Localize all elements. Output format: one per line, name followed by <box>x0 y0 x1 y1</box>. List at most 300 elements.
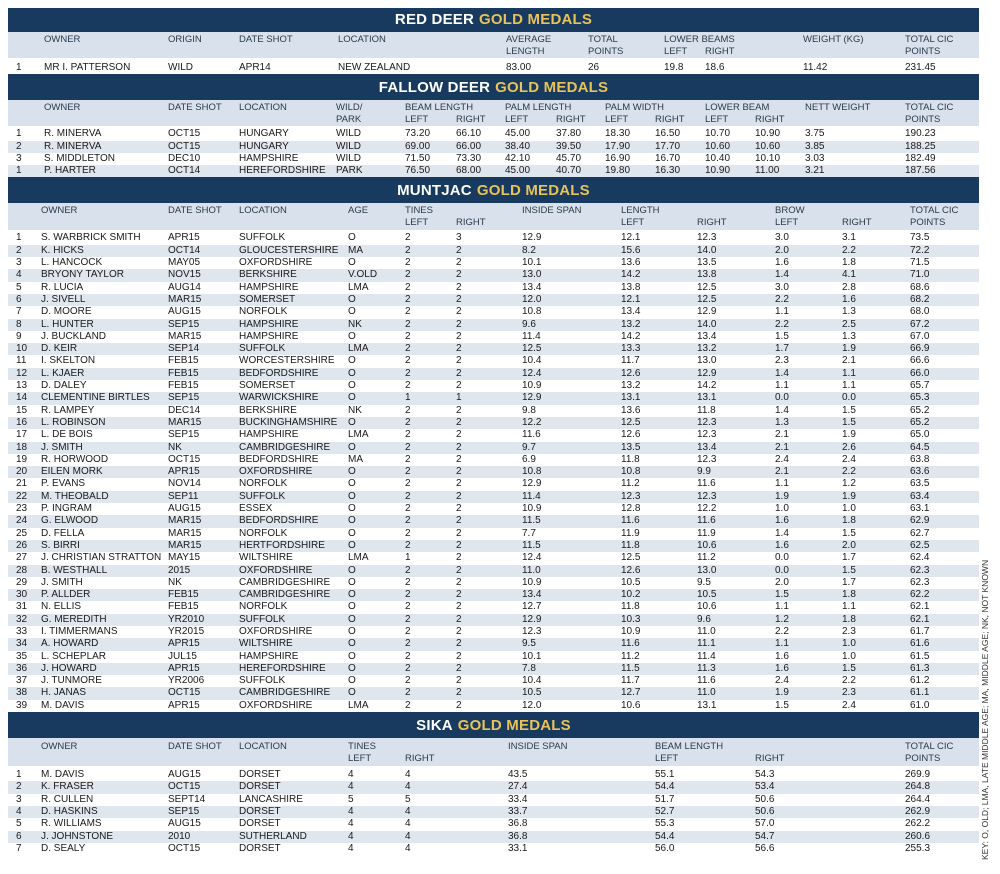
table-cell: D. MOORE <box>41 306 92 318</box>
column-header: TOTAL CIC <box>905 102 954 114</box>
table-row <box>8 831 979 843</box>
table-cell: 11.6 <box>522 429 541 441</box>
table-cell: 15 <box>16 404 28 416</box>
table-cell: 2 <box>456 429 462 441</box>
table-row <box>8 392 979 404</box>
table-cell: R. MINERVA <box>44 128 102 140</box>
table-row <box>8 269 979 281</box>
table-cell: HEREFORDSHIRE <box>239 662 326 674</box>
table-cell: MAR15 <box>168 416 202 428</box>
table-cell: SEP15 <box>168 392 200 404</box>
table-cell: FEB15 <box>168 367 199 379</box>
table-cell: O <box>348 687 356 699</box>
table-cell: 7.7 <box>522 527 536 539</box>
table-cell: K. HICKS <box>41 244 84 256</box>
table-cell: 2.2 <box>775 293 789 305</box>
table-cell: 13.0 <box>697 564 717 576</box>
table-cell: 1.7 <box>842 576 856 588</box>
table-cell: 45.00 <box>505 128 531 140</box>
table-cell: 63.8 <box>910 453 930 465</box>
table-cell: S. MIDDLETON <box>44 152 115 164</box>
table-cell: 1.6 <box>775 650 789 662</box>
table-row <box>8 478 979 490</box>
table-cell: 2.3 <box>775 355 789 367</box>
table-cell: 65.0 <box>910 429 930 441</box>
table-cell: OCT15 <box>168 140 201 152</box>
table-cell: 1 <box>16 128 22 140</box>
table-cell: 2 <box>456 625 462 637</box>
table-cell: 2 <box>456 343 462 355</box>
table-cell: 10.1 <box>522 257 542 269</box>
section-title: SIKA <box>416 717 453 735</box>
table-cell: OCT15 <box>168 128 201 140</box>
table-cell: 2 <box>456 478 462 490</box>
table-cell: OXFORDSHIRE <box>239 625 313 637</box>
table-cell: 76.50 <box>405 165 431 177</box>
table-cell: 2 <box>456 564 462 576</box>
table-cell: HAMPSHIRE <box>239 330 299 342</box>
table-cell: 12.9 <box>522 232 542 244</box>
table-cell: 68.2 <box>910 293 930 305</box>
column-header: POINTS <box>910 217 946 229</box>
table-cell: 71.0 <box>910 269 930 281</box>
table-cell: 33.1 <box>508 842 528 854</box>
table-cell: SOMERSET <box>239 293 296 305</box>
column-header: BEAM LENGTH <box>405 102 474 114</box>
table-cell: 61.3 <box>910 662 930 674</box>
table-cell: 1.3 <box>775 416 789 428</box>
table-cell: 1.8 <box>842 589 856 601</box>
column-header: RIGHT <box>755 753 785 765</box>
table-cell: 2 <box>405 441 411 453</box>
table-cell: 10.5 <box>522 687 542 699</box>
table-cell: 2 <box>16 781 22 793</box>
table-row <box>8 319 979 331</box>
table-cell: 1.1 <box>775 601 789 613</box>
table-cell: 13.4 <box>697 330 717 342</box>
table-cell: 12.1 <box>621 232 641 244</box>
table-cell: 9.6 <box>697 613 711 625</box>
table-cell: M. DAVIS <box>41 699 85 711</box>
table-cell: NK <box>348 318 362 330</box>
table-cell: 11.0 <box>697 687 716 699</box>
table-cell: 11.7 <box>621 355 640 367</box>
table-cell: 16.90 <box>605 152 631 164</box>
table-cell: 14.0 <box>697 318 717 330</box>
column-header: RIGHT <box>405 753 435 765</box>
table-cell: 12.2 <box>522 416 542 428</box>
table-cell: 1.5 <box>775 589 789 601</box>
table-cell: 12.9 <box>697 367 717 379</box>
table-cell: CAMBRIDGESHIRE <box>239 441 331 453</box>
table-row <box>8 165 979 177</box>
table-row <box>8 466 979 478</box>
table-cell: 14.2 <box>697 380 717 392</box>
column-header: RIGHT <box>556 114 586 126</box>
table-cell: R. CULLEN <box>41 793 94 805</box>
table-cell: 4 <box>405 781 411 793</box>
table-cell: M. DAVIS <box>41 769 85 781</box>
table-cell: 2 <box>405 613 411 625</box>
table-cell: 2 <box>456 490 462 502</box>
table-cell: 2 <box>456 441 462 453</box>
table-cell: 2 <box>456 355 462 367</box>
table-cell: SOMERSET <box>239 380 296 392</box>
table-cell: 11.0 <box>522 564 541 576</box>
table-row <box>8 257 979 269</box>
table-cell: O <box>348 503 356 515</box>
column-header: LEFT <box>405 114 429 126</box>
table-cell: 6 <box>16 830 22 842</box>
table-cell: 62.2 <box>910 589 930 601</box>
table-cell: 1.5 <box>842 404 856 416</box>
table-cell: 11.2 <box>621 478 640 490</box>
table-cell: 14 <box>16 392 28 404</box>
key-note: KEY: O, OLD; LMA, LATE MIDDLE AGE; MA, MIDDLE AGE; NK, NOT KNOWN <box>980 559 990 860</box>
table-cell: AUG15 <box>168 769 201 781</box>
table-cell: J. HOWARD <box>41 662 97 674</box>
table-cell: L. KJAER <box>41 367 85 379</box>
table-cell: L. DE BOIS <box>41 429 93 441</box>
table-cell: 13.6 <box>621 257 641 269</box>
table-cell: 12 <box>16 367 28 379</box>
table-cell: 13.1 <box>621 392 641 404</box>
table-cell: 15.6 <box>621 244 641 256</box>
table-row <box>8 491 979 503</box>
table-cell: B. WESTHALL <box>41 564 108 576</box>
table-cell: SEP15 <box>168 805 200 817</box>
table-cell: G. MEREDITH <box>41 613 107 625</box>
table-cell: 7.8 <box>522 662 536 674</box>
table-cell: 2 <box>16 244 22 256</box>
red-deer-title <box>8 8 979 32</box>
table-cell: 12.5 <box>522 343 542 355</box>
table-cell: 1.3 <box>842 306 856 318</box>
table-cell: 12.1 <box>621 293 641 305</box>
table-cell: S. BIRRI <box>41 539 80 551</box>
table-cell: 13.1 <box>697 392 717 404</box>
table-cell: 2 <box>405 343 411 355</box>
table-row <box>8 540 979 552</box>
column-header: LOWER BEAM <box>705 102 770 114</box>
table-cell: 1.8 <box>842 613 856 625</box>
table-cell: 3 <box>16 257 22 269</box>
column-header: ORIGIN <box>168 34 202 45</box>
table-cell: O <box>348 441 356 453</box>
table-cell: O <box>348 478 356 490</box>
section-title: FALLOW DEER <box>378 79 491 97</box>
column-header: LOWER BEAMS <box>664 34 735 45</box>
table-cell: GLOUCESTERSHIRE <box>239 244 339 256</box>
table-cell: O <box>348 675 356 687</box>
table-cell: 4 <box>348 842 354 854</box>
table-cell: HUNGARY <box>239 140 289 152</box>
table-cell: 2.2 <box>842 244 856 256</box>
table-cell: 3.85 <box>805 140 825 152</box>
table-cell: 13.2 <box>621 380 641 392</box>
table-cell: WILD <box>336 152 361 164</box>
table-cell: 68.0 <box>910 306 930 318</box>
column-header: LEFT <box>505 114 529 126</box>
sika-title <box>8 714 979 738</box>
table-cell: FEB15 <box>168 355 199 367</box>
table-cell: 10.40 <box>705 152 731 164</box>
table-cell: L. HANCOCK <box>41 257 103 269</box>
table-cell: 1.4 <box>775 367 789 379</box>
muntjac-column-headers <box>8 203 979 230</box>
table-cell: OCT15 <box>168 453 201 465</box>
table-cell: 1.5 <box>842 527 856 539</box>
table-cell: 2 <box>405 601 411 613</box>
table-cell: 2 <box>405 244 411 256</box>
table-cell: APR15 <box>168 662 200 674</box>
table-cell: 19.80 <box>605 165 631 177</box>
table-cell: O <box>348 515 356 527</box>
table-cell: N. ELLIS <box>41 601 82 613</box>
table-cell: 8 <box>16 318 22 330</box>
table-cell: 68.00 <box>456 165 482 177</box>
table-cell: 1.5 <box>842 662 856 674</box>
red-deer-section <box>8 8 979 76</box>
section-title-gold: GOLD MEDALS <box>495 79 609 97</box>
column-header: RIGHT <box>456 114 486 126</box>
table-cell: 17.70 <box>655 140 681 152</box>
table-cell: 11.0 <box>697 625 716 637</box>
table-cell: APR15 <box>168 638 200 650</box>
table-cell: 10.60 <box>755 140 781 152</box>
table-cell: 14.2 <box>621 269 641 281</box>
table-cell: 1.9 <box>842 429 856 441</box>
table-cell: D. DALEY <box>41 380 87 392</box>
table-cell: O <box>348 650 356 662</box>
table-cell: 2015 <box>168 564 191 576</box>
table-cell: D. HASKINS <box>41 805 98 817</box>
table-cell: 33 <box>16 625 28 637</box>
table-cell: 1.1 <box>842 380 856 392</box>
table-cell: 13.2 <box>697 343 717 355</box>
table-cell: 11.6 <box>697 515 716 527</box>
table-cell: 2 <box>405 380 411 392</box>
table-cell: 66.6 <box>910 355 930 367</box>
table-cell: 2 <box>456 503 462 515</box>
table-cell: NORFOLK <box>239 601 288 613</box>
table-cell: H. JANAS <box>41 687 87 699</box>
table-cell: 1.1 <box>775 638 789 650</box>
table-cell: 43.5 <box>508 769 528 781</box>
table-cell: 31 <box>16 601 28 613</box>
table-cell: 11.6 <box>697 478 716 490</box>
table-cell: 264.4 <box>905 793 931 805</box>
table-cell: JUL15 <box>168 650 197 662</box>
table-cell: 2 <box>405 478 411 490</box>
muntjac-title <box>8 179 979 203</box>
table-cell: 12.5 <box>697 281 717 293</box>
table-cell: P. ALLDER <box>41 589 91 601</box>
table-cell: 13.4 <box>697 441 717 453</box>
table-cell: SUFFOLK <box>239 675 286 687</box>
table-cell: 13.0 <box>522 269 542 281</box>
table-cell: 12.4 <box>522 367 542 379</box>
table-cell: 61.6 <box>910 638 930 650</box>
column-header: POINTS <box>905 753 941 765</box>
table-cell: 1.8 <box>842 257 856 269</box>
table-cell: 2 <box>405 687 411 699</box>
table-cell: 2 <box>456 601 462 613</box>
table-cell: YR2015 <box>168 625 205 637</box>
table-cell: 2.5 <box>842 318 856 330</box>
table-cell: 2 <box>456 699 462 711</box>
table-cell: DORSET <box>239 818 281 830</box>
table-cell: LANCASHIRE <box>239 793 303 805</box>
table-cell: 2.3 <box>842 625 856 637</box>
table-cell: 12.3 <box>621 490 641 502</box>
table-cell: 2.4 <box>842 453 856 465</box>
section-title-gold: GOLD MEDALS <box>476 182 590 200</box>
table-cell: 2 <box>456 404 462 416</box>
sika-section <box>8 714 979 855</box>
table-cell: 260.6 <box>905 830 931 842</box>
table-cell: BUCKINGHAMSHIRE <box>239 416 338 428</box>
table-cell: 2.2 <box>775 318 789 330</box>
table-cell: J. TUNMORE <box>41 675 102 687</box>
column-header: POINTS <box>588 46 624 57</box>
table-cell: 36.8 <box>508 830 528 842</box>
table-cell: J. SIVELL <box>41 293 86 305</box>
table-cell: 65.7 <box>910 380 930 392</box>
table-cell: 2 <box>456 662 462 674</box>
table-cell: O <box>348 601 356 613</box>
table-cell: 2 <box>456 244 462 256</box>
table-cell: O <box>348 539 356 551</box>
table-cell: J. BUCKLAND <box>41 330 107 342</box>
table-cell: 63.4 <box>910 490 930 502</box>
table-cell: 2 <box>456 576 462 588</box>
table-cell: O <box>348 257 356 269</box>
table-cell: 26 <box>588 62 600 73</box>
table-row <box>8 769 979 781</box>
table-cell: R. HORWOOD <box>41 453 109 465</box>
table-cell: 63.1 <box>910 503 930 515</box>
column-header: RIGHT <box>655 114 685 126</box>
table-cell: 0.0 <box>775 392 789 404</box>
table-cell: CAMBRIDGESHIRE <box>239 576 331 588</box>
table-cell: LMA <box>348 699 369 711</box>
table-cell: 62.1 <box>910 601 930 613</box>
column-header: LENGTH <box>621 205 660 217</box>
table-cell: 2 <box>405 515 411 527</box>
table-cell: WILTSHIRE <box>239 638 293 650</box>
table-cell: 1.2 <box>842 478 856 490</box>
table-cell: 1.0 <box>842 638 856 650</box>
table-cell: 29 <box>16 576 28 588</box>
table-cell: 65.2 <box>910 416 930 428</box>
table-cell: HAMPSHIRE <box>239 429 299 441</box>
column-header: DATE SHOT <box>168 741 222 753</box>
table-cell: 16.30 <box>655 165 681 177</box>
column-header: LEFT <box>655 753 679 765</box>
table-cell: 190.23 <box>905 128 936 140</box>
table-row <box>8 552 979 564</box>
table-cell: 1.7 <box>775 343 789 355</box>
table-row <box>8 651 979 663</box>
table-cell: 12.9 <box>522 613 542 625</box>
table-cell: 10.5 <box>697 589 717 601</box>
table-cell: 69.00 <box>405 140 431 152</box>
table-cell: 10.3 <box>621 613 641 625</box>
table-row <box>8 843 979 855</box>
table-cell: 26 <box>16 539 28 551</box>
table-row <box>8 818 979 830</box>
table-row <box>8 232 979 244</box>
table-cell: O <box>348 392 356 404</box>
table-cell: 20 <box>16 466 28 478</box>
section-title-gold: GOLD MEDALS <box>457 717 571 735</box>
table-cell: 2 <box>456 293 462 305</box>
table-cell: 2 <box>456 269 462 281</box>
table-cell: AUG15 <box>168 818 201 830</box>
table-cell: 11.8 <box>697 404 716 416</box>
table-cell: 2 <box>456 318 462 330</box>
table-cell: 18 <box>16 441 28 453</box>
table-cell: 10.9 <box>522 503 542 515</box>
table-cell: 1.5 <box>842 564 856 576</box>
table-cell: 2 <box>456 453 462 465</box>
column-header: LENGTH <box>506 46 545 57</box>
table-cell: OCT15 <box>168 781 201 793</box>
table-cell: 9 <box>16 330 22 342</box>
table-cell: 2 <box>405 318 411 330</box>
table-row <box>8 282 979 294</box>
table-cell: 38.40 <box>505 140 531 152</box>
table-cell: 3.03 <box>805 152 825 164</box>
table-cell: 9.8 <box>522 404 536 416</box>
table-cell: LMA <box>348 552 369 564</box>
table-cell: 13.6 <box>621 404 641 416</box>
table-row <box>8 141 979 153</box>
table-cell: 24 <box>16 515 28 527</box>
table-cell: APR15 <box>168 232 200 244</box>
table-cell: 2 <box>456 613 462 625</box>
table-cell: 10.8 <box>522 466 542 478</box>
table-cell: SUFFOLK <box>239 343 286 355</box>
column-header: OWNER <box>44 102 81 114</box>
table-cell: 1.6 <box>775 662 789 674</box>
table-cell: 16.70 <box>655 152 681 164</box>
table-cell: 1.0 <box>842 503 856 515</box>
table-cell: 2 <box>456 466 462 478</box>
table-cell: 2 <box>405 330 411 342</box>
table-cell: 1.1 <box>775 306 789 318</box>
table-cell: 33.7 <box>508 805 528 817</box>
table-cell: WILD <box>336 140 361 152</box>
table-cell: 3 <box>456 232 462 244</box>
table-cell: 2.4 <box>775 675 789 687</box>
table-cell: O <box>348 380 356 392</box>
table-cell: 11.00 <box>755 165 780 177</box>
table-cell: 269.9 <box>905 769 931 781</box>
table-row <box>8 528 979 540</box>
table-cell: 11.5 <box>522 539 541 551</box>
table-cell: SEP11 <box>168 490 199 502</box>
table-cell: 66.0 <box>910 367 930 379</box>
table-cell: J. SMITH <box>41 441 83 453</box>
table-cell: 25 <box>16 527 28 539</box>
table-cell: 1.4 <box>775 269 789 281</box>
table-cell: 2.2 <box>842 466 856 478</box>
table-cell: MAY05 <box>168 257 201 269</box>
table-row <box>8 577 979 589</box>
table-row <box>8 442 979 454</box>
